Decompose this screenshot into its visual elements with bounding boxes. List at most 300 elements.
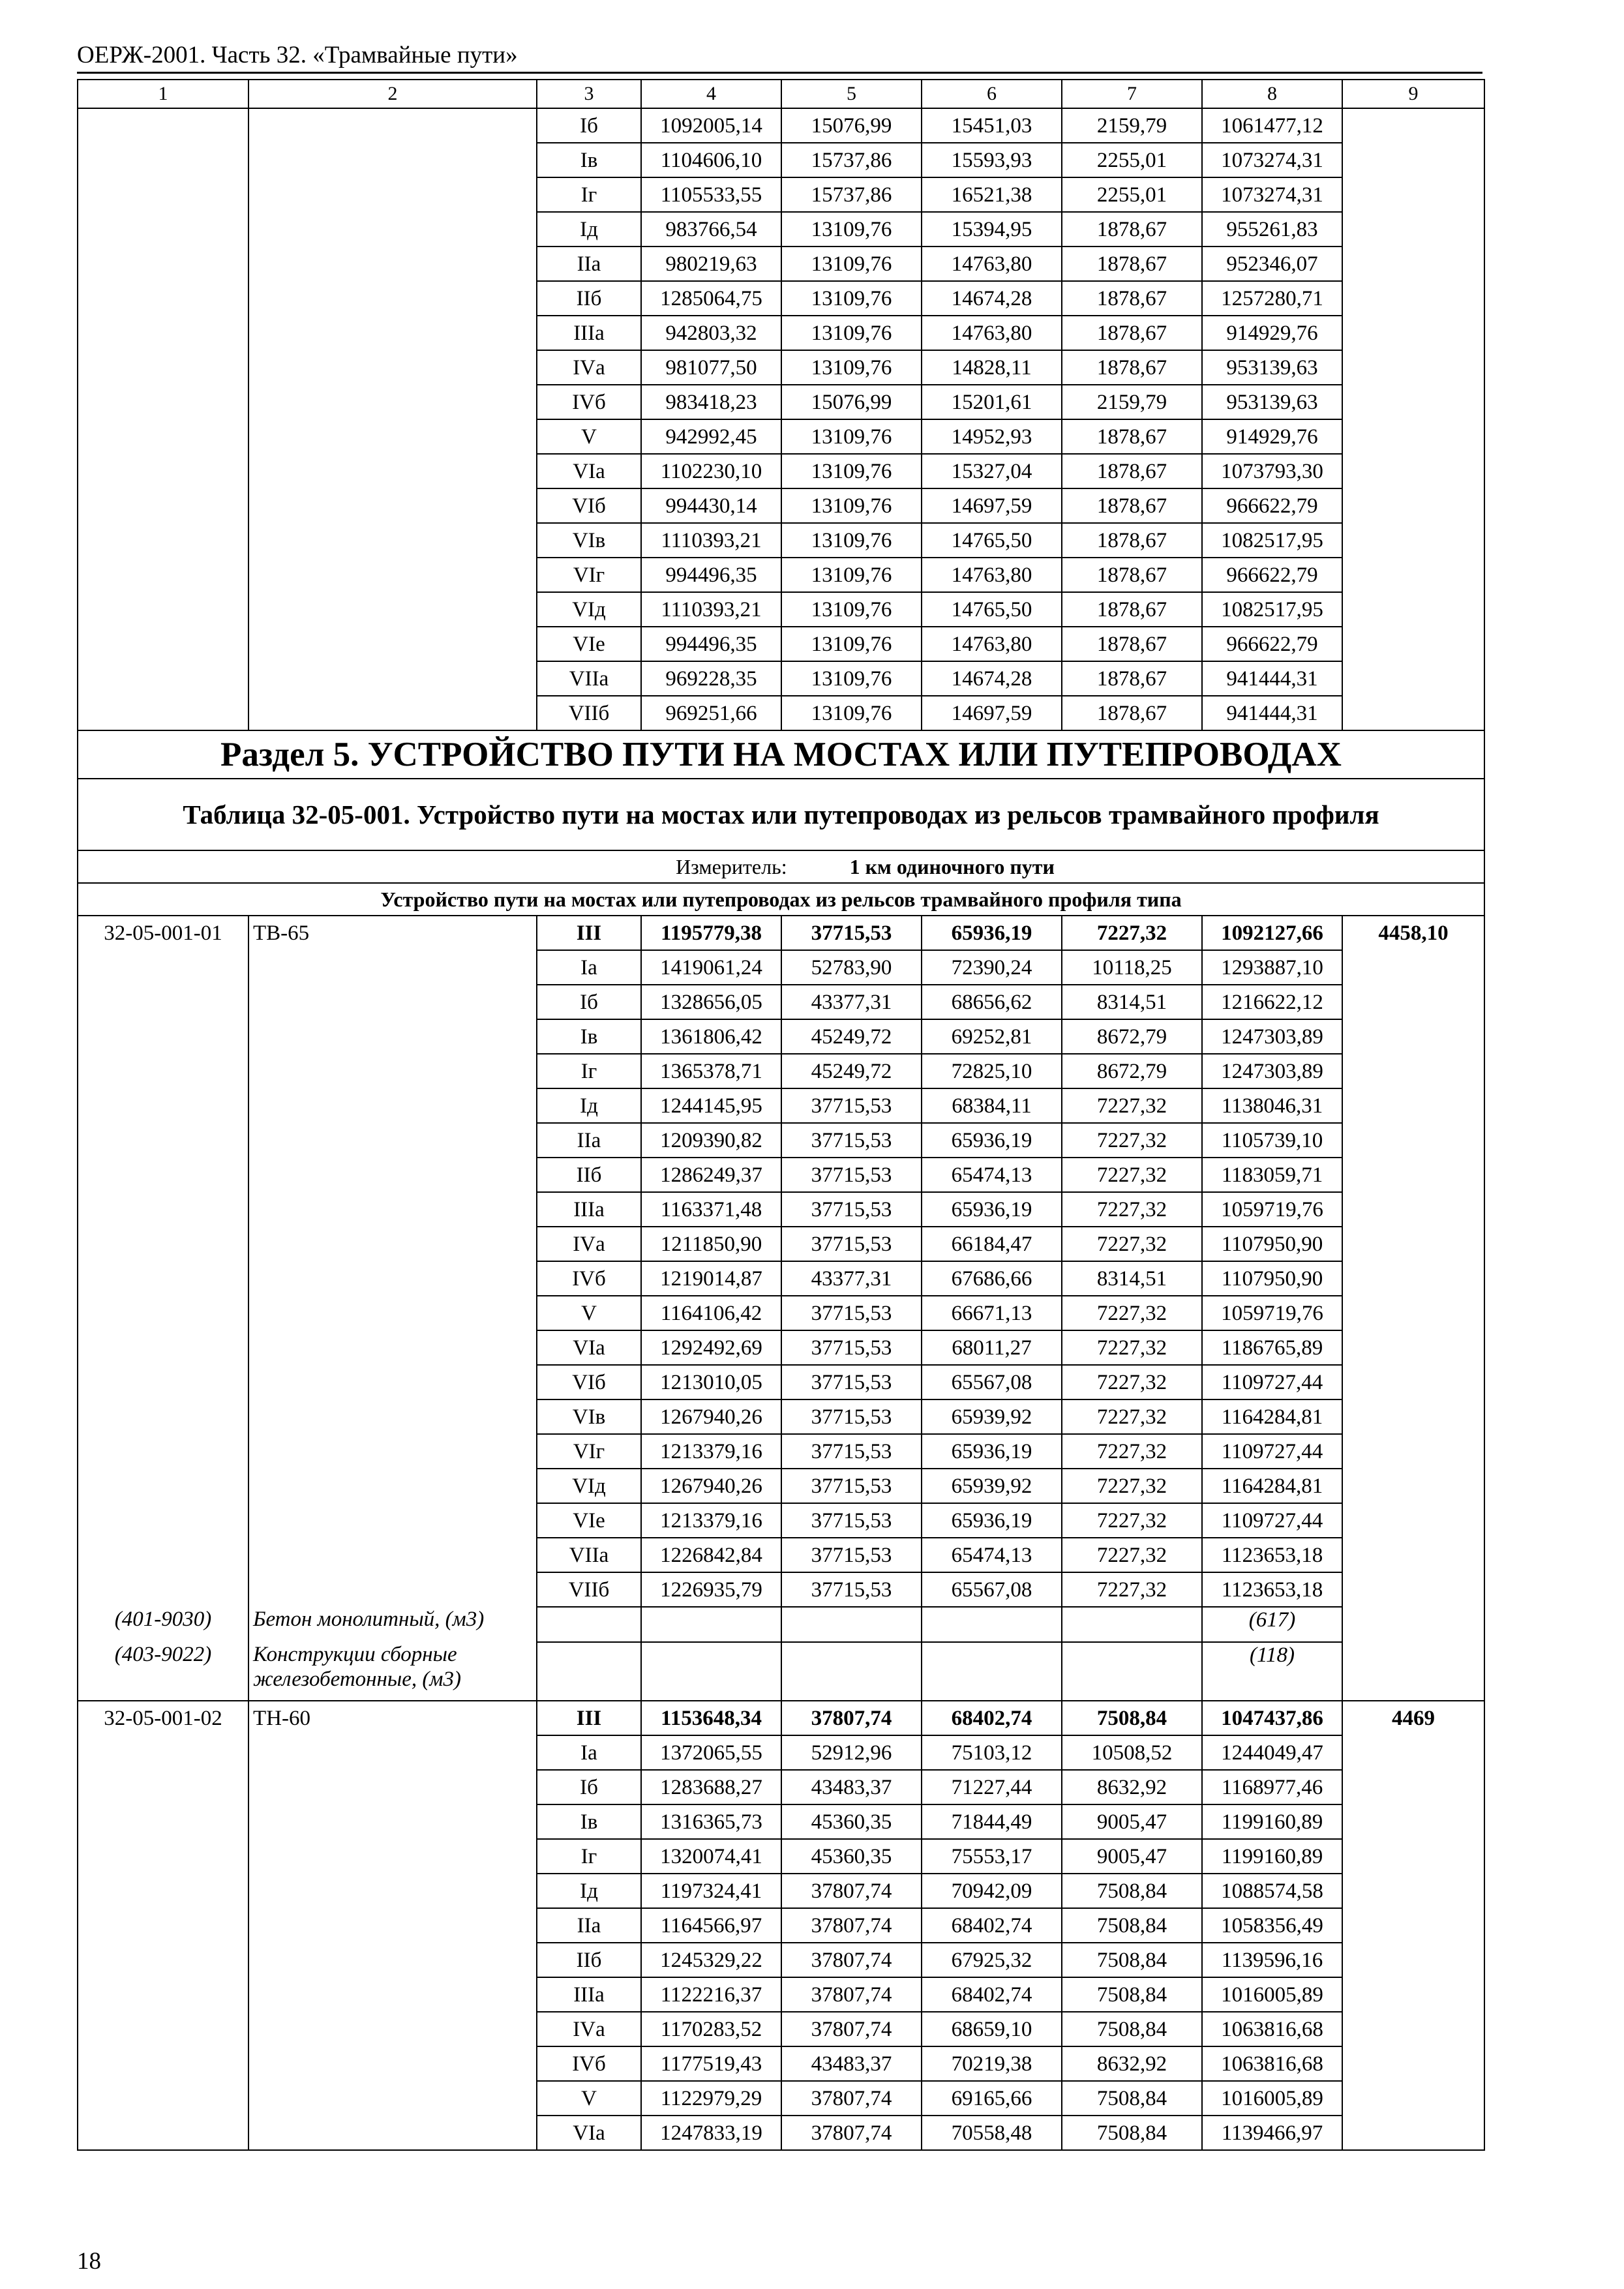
value-cell: 67686,66 (922, 1261, 1062, 1296)
code-cell (78, 1943, 248, 1977)
value-cell: 72825,10 (922, 1054, 1062, 1088)
name-cell (248, 950, 537, 985)
value-cell: 1245329,22 (641, 1943, 781, 1977)
code-cell (78, 1192, 248, 1227)
code-cell (78, 1908, 248, 1943)
value-cell: 65936,19 (922, 1503, 1062, 1538)
table-row (78, 316, 1484, 350)
name-cell (248, 1874, 537, 1908)
table-row (78, 177, 1484, 212)
code-cell (78, 1227, 248, 1261)
value-cell: 43483,37 (781, 1770, 922, 1804)
labor-cell (1342, 2012, 1484, 2046)
value-cell: 37715,53 (781, 1296, 922, 1330)
labor-cell (1342, 1296, 1484, 1330)
subheading: Устройство пути на мостах или путепроводах из рельсов трамвайного профиля типа (78, 883, 1484, 916)
value-cell: 1878,67 (1062, 592, 1202, 627)
value-cell: 1109727,44 (1202, 1365, 1342, 1399)
table-row (78, 1469, 1484, 1503)
code-cell (78, 1434, 248, 1469)
name-cell (248, 523, 537, 558)
table-row (78, 661, 1484, 696)
name-cell (248, 143, 537, 177)
value-cell: 7227,32 (1062, 1330, 1202, 1365)
code-cell (78, 419, 248, 454)
zone-cell: IVа (537, 2012, 641, 2046)
value-cell: 8632,92 (1062, 1770, 1202, 1804)
labor-cell (1342, 1770, 1484, 1804)
code-cell (78, 350, 248, 385)
table-row (78, 1296, 1484, 1330)
name-cell (248, 2012, 537, 2046)
value-cell: 1292492,69 (641, 1330, 781, 1365)
table-row (78, 1770, 1484, 1804)
column-number: 2 (248, 80, 537, 108)
value-cell: 7227,32 (1062, 1192, 1202, 1227)
value-cell: 13109,76 (781, 247, 922, 281)
value-cell: 2255,01 (1062, 177, 1202, 212)
labor-cell (1342, 1123, 1484, 1158)
value-cell: 13109,76 (781, 350, 922, 385)
value-cell: 1163371,48 (641, 1192, 781, 1227)
column-number: 9 (1342, 80, 1484, 108)
value-cell: 9005,47 (1062, 1804, 1202, 1839)
resource-name: Бетон монолитный, (м3) (248, 1607, 537, 1642)
value-cell: 7508,84 (1062, 1977, 1202, 2012)
labor-cell (1342, 696, 1484, 730)
value-cell: 942992,45 (641, 419, 781, 454)
value-cell: 7227,32 (1062, 1434, 1202, 1469)
value-cell (922, 1607, 1062, 1642)
value-cell: 8314,51 (1062, 985, 1202, 1019)
value-cell: 7227,32 (1062, 1158, 1202, 1192)
value-cell: 1878,67 (1062, 558, 1202, 592)
labor-cell (1342, 108, 1484, 143)
labor-cell (1342, 177, 1484, 212)
table-row (78, 419, 1484, 454)
value-cell: 13109,76 (781, 488, 922, 523)
zone-cell: VIб (537, 488, 641, 523)
zone-cell: Iв (537, 1019, 641, 1054)
zone-cell: VIе (537, 627, 641, 661)
table-row (78, 950, 1484, 985)
value-cell: 15327,04 (922, 454, 1062, 488)
labor-cell (1342, 1607, 1484, 1642)
table-row (78, 2012, 1484, 2046)
table-title-row (78, 779, 1484, 850)
zone-cell: Iг (537, 177, 641, 212)
value-cell: 1316365,73 (641, 1804, 781, 1839)
value-cell: 8314,51 (1062, 1261, 1202, 1296)
code-cell (78, 281, 248, 316)
value-cell: 37715,53 (781, 1503, 922, 1538)
value-cell: 37715,53 (781, 1434, 922, 1469)
value-cell (641, 1607, 781, 1642)
value-cell: 1213379,16 (641, 1434, 781, 1469)
value-cell: 1320074,41 (641, 1839, 781, 1874)
name-cell (248, 1943, 537, 1977)
value-cell: 69252,81 (922, 1019, 1062, 1054)
zone-cell: V (537, 1296, 641, 1330)
value-cell: 37715,53 (781, 1158, 922, 1192)
value-cell: 8672,79 (1062, 1019, 1202, 1054)
value-cell: 1878,67 (1062, 316, 1202, 350)
code-cell (78, 1088, 248, 1123)
value-cell: 14763,80 (922, 558, 1062, 592)
resource-row (78, 1642, 1484, 1701)
labor-cell (1342, 985, 1484, 1019)
table-row (78, 350, 1484, 385)
name-cell (248, 1770, 537, 1804)
code-cell (78, 558, 248, 592)
zone-cell: Iг (537, 1839, 641, 1874)
value-cell: 1016005,89 (1202, 2081, 1342, 2116)
value-cell: 70942,09 (922, 1874, 1062, 1908)
name-cell (248, 985, 537, 1019)
value-cell: 1244145,95 (641, 1088, 781, 1123)
value-cell: 952346,07 (1202, 247, 1342, 281)
table-row (78, 1538, 1484, 1572)
value-cell: 7508,84 (1062, 1874, 1202, 1908)
value-cell: 7227,32 (1062, 1503, 1202, 1538)
name-cell (248, 1365, 537, 1399)
table-row (78, 1572, 1484, 1607)
zone-cell: VIIа (537, 661, 641, 696)
value-cell: 2159,79 (1062, 385, 1202, 419)
value-cell: 1878,67 (1062, 350, 1202, 385)
table-row (78, 558, 1484, 592)
value-cell: 13109,76 (781, 558, 922, 592)
value-cell: 37807,74 (781, 1874, 922, 1908)
labor-cell (1342, 2116, 1484, 2150)
name-cell (248, 1908, 537, 1943)
value-cell: 1059719,76 (1202, 1192, 1342, 1227)
value-cell: 10508,52 (1062, 1735, 1202, 1770)
zone-cell: Iа (537, 1735, 641, 1770)
subheading-row (78, 883, 1484, 916)
code-cell (78, 1399, 248, 1434)
value-cell: 7227,32 (1062, 1123, 1202, 1158)
value-cell: 1213010,05 (641, 1365, 781, 1399)
name-cell (248, 316, 537, 350)
value-cell: 2255,01 (1062, 143, 1202, 177)
value-cell: 15201,61 (922, 385, 1062, 419)
value-cell: 1285064,75 (641, 281, 781, 316)
value-cell: 14674,28 (922, 281, 1062, 316)
zone-cell: VIг (537, 558, 641, 592)
value-cell: 1226935,79 (641, 1572, 781, 1607)
value-cell: 1878,67 (1062, 454, 1202, 488)
name-cell (248, 1296, 537, 1330)
zone-cell: Iв (537, 143, 641, 177)
value-cell: 7227,32 (1062, 1088, 1202, 1123)
value-cell: 1063816,68 (1202, 2012, 1342, 2046)
zone-cell: IIIа (537, 1977, 641, 2012)
code-cell (78, 1977, 248, 2012)
zone-cell: IIа (537, 247, 641, 281)
value-cell (781, 1642, 922, 1701)
zone-cell: VIд (537, 592, 641, 627)
value-cell: 65936,19 (922, 916, 1062, 950)
value-cell: 68659,10 (922, 2012, 1062, 2046)
value-cell: 72390,24 (922, 950, 1062, 985)
value-cell: 1016005,89 (1202, 1977, 1342, 2012)
name-cell (248, 661, 537, 696)
value-cell: 1164284,81 (1202, 1399, 1342, 1434)
value-cell: 65474,13 (922, 1538, 1062, 1572)
value-cell: 1216622,12 (1202, 985, 1342, 1019)
value-cell: 1123653,18 (1202, 1572, 1342, 1607)
value-cell: 66184,47 (922, 1227, 1062, 1261)
column-number: 5 (781, 80, 922, 108)
zone-cell: IIб (537, 1158, 641, 1192)
name-cell (248, 558, 537, 592)
value-cell: 7227,32 (1062, 1469, 1202, 1503)
name-cell (248, 1227, 537, 1261)
labor-cell (1342, 212, 1484, 247)
code-cell (78, 1123, 248, 1158)
value-cell: 1199160,89 (1202, 1804, 1342, 1839)
table-row (78, 385, 1484, 419)
code-cell (78, 696, 248, 730)
value-cell: 13109,76 (781, 316, 922, 350)
value-cell: 1257280,71 (1202, 281, 1342, 316)
labor-cell (1342, 1503, 1484, 1538)
value-cell: 65567,08 (922, 1572, 1062, 1607)
value-cell: 983766,54 (641, 212, 781, 247)
value-cell: 7227,32 (1062, 1572, 1202, 1607)
zone-cell: IVб (537, 2046, 641, 2081)
name-cell (248, 2046, 537, 2081)
value-cell: 14763,80 (922, 627, 1062, 661)
zone-cell: VIе (537, 1503, 641, 1538)
page-number: 18 (77, 2248, 101, 2275)
column-numbers-row (78, 80, 1484, 108)
value-cell: 14952,93 (922, 419, 1062, 454)
table-row (78, 2081, 1484, 2116)
zone-cell: IIа (537, 1123, 641, 1158)
code-cell (78, 1469, 248, 1503)
value-cell: 68384,11 (922, 1088, 1062, 1123)
code-cell (78, 488, 248, 523)
value-cell: 966622,79 (1202, 627, 1342, 661)
table-row (78, 1088, 1484, 1123)
item-code: 32-05-001-02 (78, 1701, 248, 1735)
value-cell: 7227,32 (1062, 1227, 1202, 1261)
zone-cell: IVб (537, 385, 641, 419)
value-cell: 966622,79 (1202, 488, 1342, 523)
code-cell (78, 143, 248, 177)
value-cell: 75103,12 (922, 1735, 1062, 1770)
name-cell (248, 488, 537, 523)
table-body (78, 80, 1484, 2150)
table-row (78, 1735, 1484, 1770)
value-cell (922, 1642, 1062, 1701)
value-cell: 7227,32 (1062, 916, 1202, 950)
value-cell: 7508,84 (1062, 1908, 1202, 1943)
value-cell: 13109,76 (781, 661, 922, 696)
value-cell: 45360,35 (781, 1839, 922, 1874)
value-cell: 969251,66 (641, 696, 781, 730)
value-cell: 983418,23 (641, 385, 781, 419)
name-cell (248, 592, 537, 627)
value-cell (1062, 1607, 1202, 1642)
value-cell: 69165,66 (922, 2081, 1062, 2116)
value-cell: 1878,67 (1062, 627, 1202, 661)
value-cell: 1164566,97 (641, 1908, 781, 1943)
value-cell: 14674,28 (922, 661, 1062, 696)
item-code: 32-05-001-01 (78, 916, 248, 950)
column-number: 7 (1062, 80, 1202, 108)
value-cell: 1107950,90 (1202, 1261, 1342, 1296)
code-cell (78, 1503, 248, 1538)
zone-cell: IVа (537, 1227, 641, 1261)
value-cell: 68656,62 (922, 985, 1062, 1019)
value-cell: 941444,31 (1202, 696, 1342, 730)
code-cell (78, 985, 248, 1019)
value-cell: 1139596,16 (1202, 1943, 1342, 1977)
table-row (78, 523, 1484, 558)
value-cell: 37807,74 (781, 2116, 922, 2150)
value-cell: 7227,32 (1062, 1365, 1202, 1399)
zone-cell: IIIа (537, 316, 641, 350)
zone-cell: III (537, 916, 641, 950)
value-cell: 65936,19 (922, 1434, 1062, 1469)
value-cell: 9005,47 (1062, 1839, 1202, 1874)
item-name: ТВ-65 (248, 916, 537, 950)
value-cell: 942803,32 (641, 316, 781, 350)
value-cell: 37715,53 (781, 916, 922, 950)
table-row (78, 143, 1484, 177)
value-cell: 1247303,89 (1202, 1054, 1342, 1088)
value-cell: 1195779,38 (641, 916, 781, 950)
resource-row (78, 1607, 1484, 1642)
labor-cell (1342, 950, 1484, 985)
zone-cell: IIб (537, 281, 641, 316)
table-row (78, 627, 1484, 661)
value-cell: 1209390,82 (641, 1123, 781, 1158)
name-cell (248, 627, 537, 661)
name-cell (248, 177, 537, 212)
value-cell: 994496,35 (641, 558, 781, 592)
value-cell: 16521,38 (922, 177, 1062, 212)
code-cell (78, 316, 248, 350)
column-number: 3 (537, 80, 641, 108)
labor-cell (1342, 1642, 1484, 1701)
table-row (78, 1874, 1484, 1908)
value-cell: 67925,32 (922, 1943, 1062, 1977)
item-base-row (78, 1701, 1484, 1735)
name-cell (248, 108, 537, 143)
value-cell: 1286249,37 (641, 1158, 781, 1192)
name-cell (248, 1469, 537, 1503)
code-cell (78, 212, 248, 247)
value-cell: 1073274,31 (1202, 143, 1342, 177)
labor-cell (1342, 1158, 1484, 1192)
value-cell: 68402,74 (922, 1977, 1062, 2012)
name-cell (248, 1735, 537, 1770)
value-cell: 37715,53 (781, 1572, 922, 1607)
name-cell (248, 1804, 537, 1839)
value-cell: 1139466,97 (1202, 2116, 1342, 2150)
name-cell (248, 1538, 537, 1572)
value-cell: 1061477,12 (1202, 108, 1342, 143)
name-cell (248, 1434, 537, 1469)
value-cell: 13109,76 (781, 281, 922, 316)
value-cell: 1361806,42 (641, 1019, 781, 1054)
value-cell: 1105739,10 (1202, 1123, 1342, 1158)
zone-cell: VIIб (537, 1572, 641, 1607)
table-row (78, 488, 1484, 523)
code-cell (78, 1874, 248, 1908)
zone-cell: V (537, 2081, 641, 2116)
table-row (78, 1227, 1484, 1261)
table-row (78, 281, 1484, 316)
value-cell: 1082517,95 (1202, 592, 1342, 627)
item-name: ТН-60 (248, 1701, 537, 1735)
value-cell: 7508,84 (1062, 2116, 1202, 2150)
labor-cell (1342, 523, 1484, 558)
value-cell: 1267940,26 (641, 1469, 781, 1503)
zone-cell: VIв (537, 1399, 641, 1434)
labor-cell (1342, 1330, 1484, 1365)
name-cell (248, 1123, 537, 1158)
value-cell: 1283688,27 (641, 1770, 781, 1804)
zone-cell: Iг (537, 1054, 641, 1088)
value-cell: 1878,67 (1062, 247, 1202, 281)
value-cell: 68402,74 (922, 1908, 1062, 1943)
header-rule (77, 72, 1482, 74)
value-cell: 953139,63 (1202, 385, 1342, 419)
value-cell: 14763,80 (922, 247, 1062, 281)
zone-cell: Iв (537, 1804, 641, 1839)
value-cell: 1109727,44 (1202, 1503, 1342, 1538)
value-cell: 15076,99 (781, 385, 922, 419)
code-cell (78, 1804, 248, 1839)
value-cell: 914929,76 (1202, 316, 1342, 350)
value-cell: 37715,53 (781, 1227, 922, 1261)
table-row (78, 1943, 1484, 1977)
labor-cell (1342, 1227, 1484, 1261)
value-cell: 1104606,10 (641, 143, 781, 177)
value-cell: 969228,35 (641, 661, 781, 696)
value-cell: 65474,13 (922, 1158, 1062, 1192)
value-cell: 1177519,43 (641, 2046, 781, 2081)
value-cell: 7227,32 (1062, 1399, 1202, 1434)
value-cell: 37807,74 (781, 2081, 922, 2116)
value-cell: 1102230,10 (641, 454, 781, 488)
zone-cell: Iа (537, 950, 641, 985)
code-cell (78, 523, 248, 558)
zone-cell (537, 1642, 641, 1701)
value-cell: 1063816,68 (1202, 2046, 1342, 2081)
labor-cell (1342, 1943, 1484, 1977)
zone-cell: VIд (537, 1469, 641, 1503)
meter-value: 1 км одиночного пути (849, 855, 1055, 878)
value-cell: 13109,76 (781, 419, 922, 454)
labor-cell: 4469 (1342, 1701, 1484, 1735)
table-row (78, 1123, 1484, 1158)
name-cell (248, 1158, 537, 1192)
value-cell: 1168977,46 (1202, 1770, 1342, 1804)
value-cell: 1107950,90 (1202, 1227, 1342, 1261)
value-cell: 1211850,90 (641, 1227, 781, 1261)
labor-cell (1342, 2081, 1484, 2116)
labor-cell (1342, 1874, 1484, 1908)
table-row (78, 212, 1484, 247)
value-cell: 15076,99 (781, 108, 922, 143)
code-cell (78, 661, 248, 696)
